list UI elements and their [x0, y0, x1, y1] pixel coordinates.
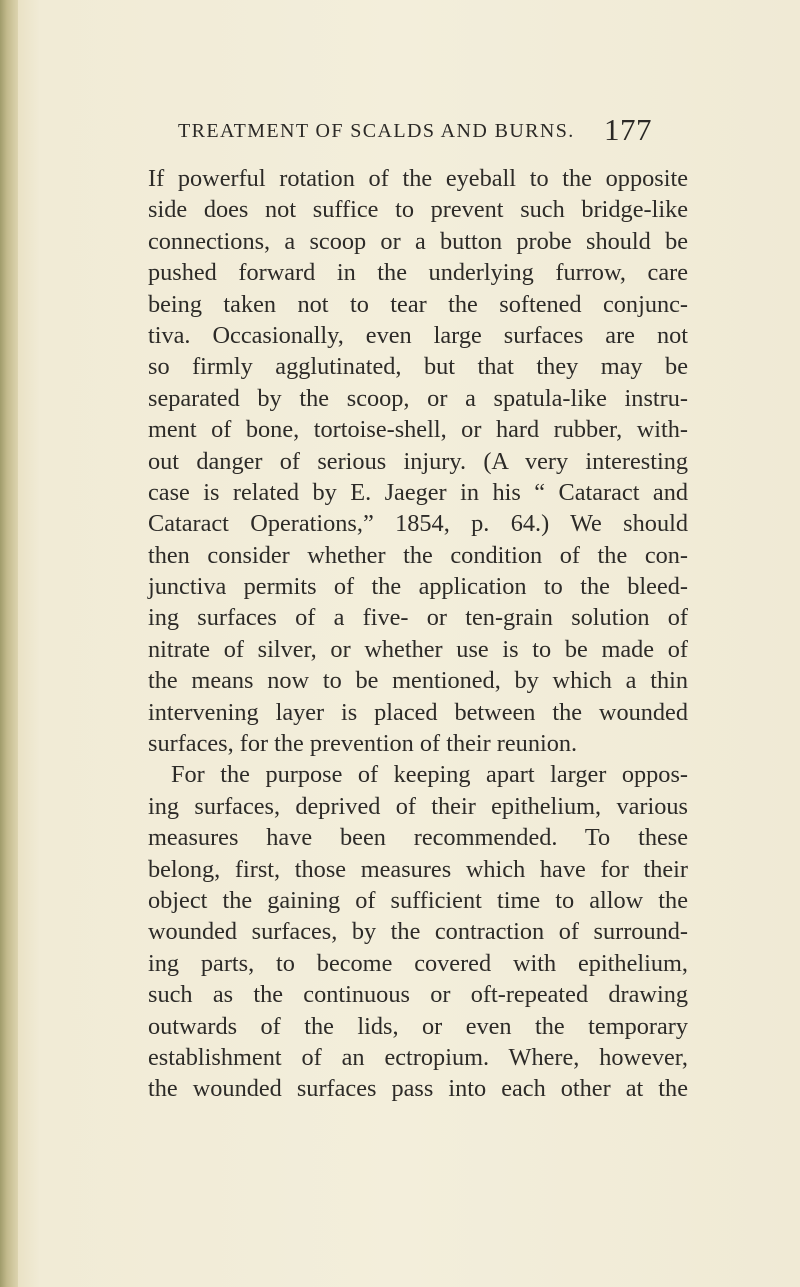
text-line: outwards of the lids, or even the temporary: [148, 1012, 688, 1040]
page-number: 177: [604, 112, 652, 147]
text-line: ing parts, to become covered with epithelium,: [148, 949, 688, 977]
running-title: TREATMENT OF SCALDS AND BURNS.: [178, 120, 575, 142]
page-header: [178, 112, 656, 152]
text-line: nitrate of silver, or whether use is to be made of: [148, 635, 688, 663]
text-line: ing surfaces of a five- or ten-grain solution of: [148, 604, 688, 632]
text-line: so firmly agglutinated, but that they may be: [148, 353, 688, 381]
paragraph-2: [148, 759, 688, 1104]
text-line: separated by the scoop, or a spatula-like instru-: [148, 384, 688, 412]
text-line: object the gaining of sufficient time to allow the: [148, 886, 688, 914]
text-line: wounded surfaces, by the contraction of surround-: [148, 918, 688, 946]
text-line: pushed forward in the underlying furrow, care: [148, 259, 688, 287]
body-text: [148, 163, 688, 1105]
text-line: belong, first, those measures which have for their: [148, 855, 688, 883]
text-line: case is related by E. Jaeger in his “ Cataract and: [148, 478, 688, 506]
text-line: establishment of an ectropium. Where, however,: [148, 1043, 688, 1071]
text-line: such as the continuous or oft-repeated drawing: [148, 981, 688, 1009]
text-line: the wounded surfaces pass into each other at the: [148, 1075, 688, 1103]
text-line: out danger of serious injury. (A very interesting: [148, 447, 688, 475]
text-line: measures have been recommended. To these: [148, 824, 688, 852]
text-line: surfaces, for the prevention of their reunion.: [148, 730, 578, 758]
text-line: intervening layer is placed between the wounded: [148, 698, 688, 726]
text-line: junctiva permits of the application to the bleed-: [148, 573, 688, 601]
text-line: then consider whether the condition of the con-: [148, 541, 688, 569]
text-line: tiva. Occasionally, even large surfaces are not: [148, 321, 688, 349]
text-line: the means now to be mentioned, by which a thin: [148, 667, 688, 695]
text-line: If powerful rotation of the eyeball to the opposite: [148, 165, 688, 192]
text-line: ing surfaces, deprived of their epithelium, various: [148, 792, 688, 820]
text-line: side does not suffice to prevent such bridge-like: [148, 196, 688, 224]
text-line: For the purpose of keeping apart larger oppos-: [171, 761, 688, 789]
page-gutter-shadow: [0, 0, 18, 1287]
text-line: being taken not to tear the softened conjunc-: [148, 290, 688, 318]
paragraph-1: [148, 163, 688, 759]
text-line: connections, a scoop or a button probe should be: [148, 227, 688, 255]
text-line: Cataract Operations,” 1854, p. 64.) We should: [148, 510, 688, 538]
text-line: ment of bone, tortoise-shell, or hard rubber, with-: [148, 416, 688, 444]
